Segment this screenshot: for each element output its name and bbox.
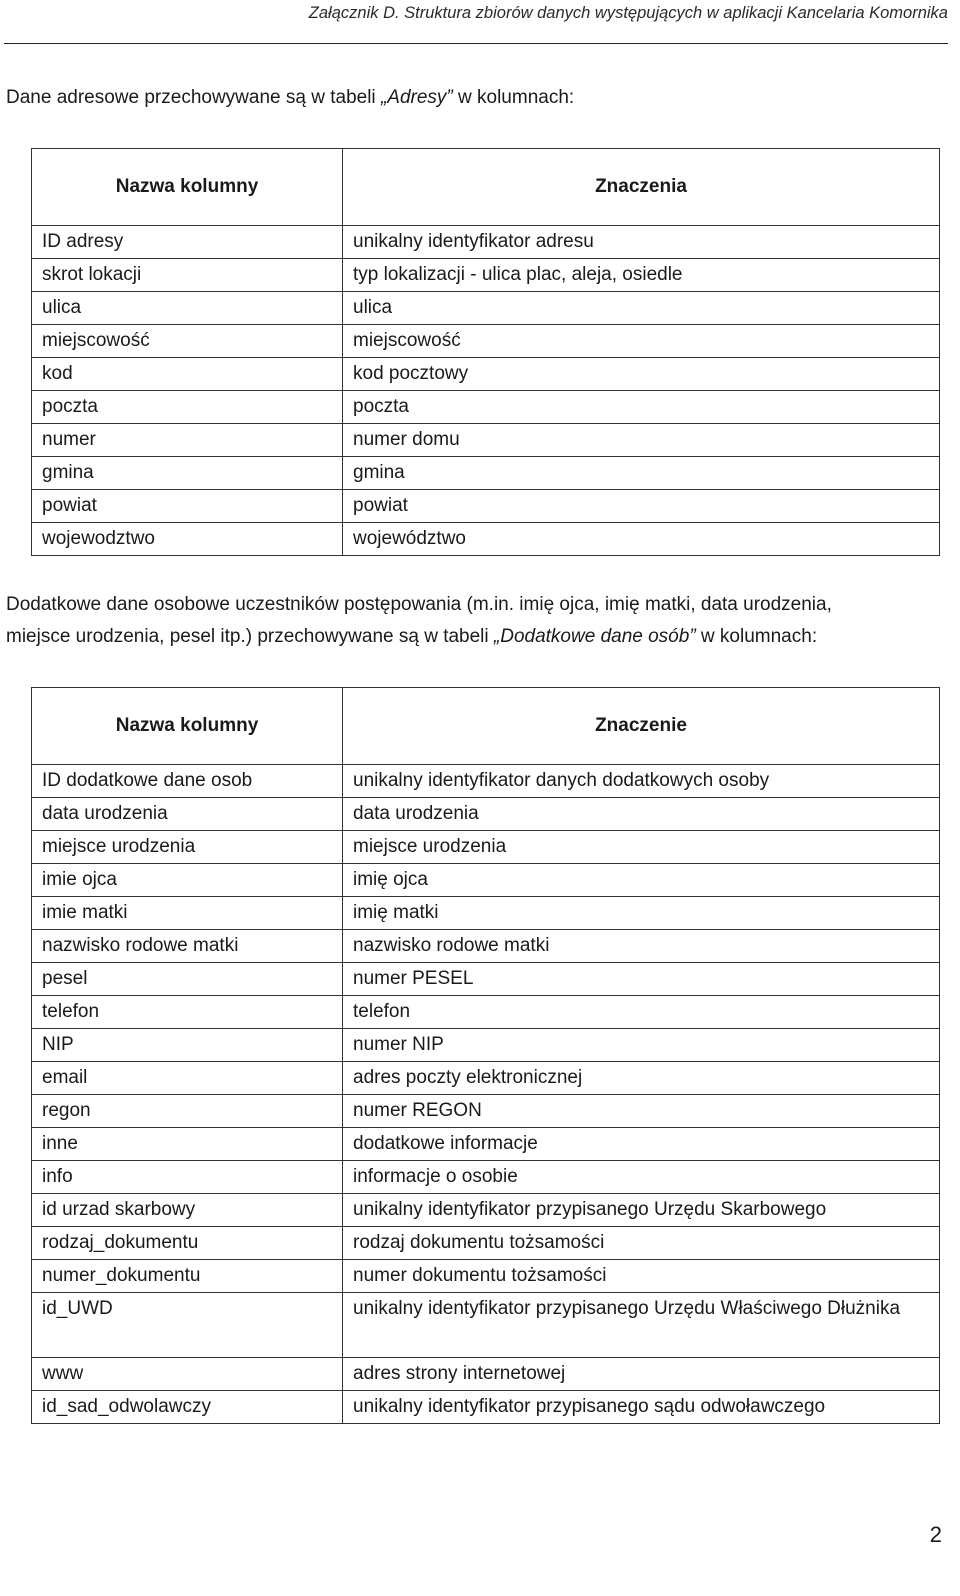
table-row xyxy=(32,1062,940,1095)
column-name-cell: pesel xyxy=(32,963,343,996)
column-meaning-cell: numer NIP xyxy=(343,1029,940,1062)
column-meaning-cell: nazwisko rodowe matki xyxy=(343,930,940,963)
table-row xyxy=(32,358,940,391)
table-row xyxy=(32,1260,940,1293)
column-meaning-cell: imię ojca xyxy=(343,864,940,897)
column-name-cell: skrot lokacji xyxy=(32,259,343,292)
table-row xyxy=(32,765,940,798)
column-meaning-cell: miejsce urodzenia xyxy=(343,831,940,864)
column-meaning-cell: powiat xyxy=(343,490,940,523)
intro-paragraph-addresses xyxy=(6,82,936,114)
column-meaning-cell: typ lokalizacji - ulica plac, aleja, osiedle xyxy=(343,259,940,292)
column-meaning-cell: poczta xyxy=(343,391,940,424)
column-header-name: Nazwa kolumny xyxy=(32,149,343,226)
table-row xyxy=(32,226,940,259)
column-name-cell: miejsce urodzenia xyxy=(32,831,343,864)
column-name-cell: regon xyxy=(32,1095,343,1128)
column-meaning-cell: data urodzenia xyxy=(343,798,940,831)
column-meaning-cell: unikalny identyfikator przypisanego Urzędu Skarbowego xyxy=(343,1194,940,1227)
column-name-cell: nazwisko rodowe matki xyxy=(32,930,343,963)
table-row xyxy=(32,996,940,1029)
table-row xyxy=(32,523,940,556)
column-meaning-cell: unikalny identyfikator przypisanego sądu odwoławczego xyxy=(343,1391,940,1424)
intro-line-2 xyxy=(6,621,936,653)
table-row xyxy=(32,424,940,457)
intro-text-end: w kolumnach: xyxy=(452,87,575,108)
table-row xyxy=(32,1391,940,1424)
column-meaning-cell: adres strony internetowej xyxy=(343,1358,940,1391)
intro-line-1: Dodatkowe dane osobowe uczestników postępowania (m.in. imię ojca, imię matki, data urodzenia, xyxy=(6,594,832,615)
table-row xyxy=(32,490,940,523)
page-header: Załącznik D. Struktura zbiorów danych występujących w aplikacji Kancelaria Komornika xyxy=(308,4,948,22)
column-header-meaning: Znaczenia xyxy=(343,149,940,226)
table-row xyxy=(32,1227,940,1260)
table-row xyxy=(32,1358,940,1391)
table-row xyxy=(32,1095,940,1128)
column-meaning-cell: adres poczty elektronicznej xyxy=(343,1062,940,1095)
table-name-adresy: „Adresy” xyxy=(380,87,453,108)
column-meaning-cell: numer PESEL xyxy=(343,963,940,996)
addresses-columns-table xyxy=(31,148,940,556)
column-meaning-cell: numer REGON xyxy=(343,1095,940,1128)
column-meaning-cell: imię matki xyxy=(343,897,940,930)
column-name-cell: gmina xyxy=(32,457,343,490)
column-header-meaning: Znaczenie xyxy=(343,688,940,765)
table-row xyxy=(32,325,940,358)
table-row xyxy=(32,897,940,930)
column-name-cell: info xyxy=(32,1161,343,1194)
table-row xyxy=(32,1293,940,1358)
column-name-cell: imie ojca xyxy=(32,864,343,897)
table-header-row xyxy=(32,688,940,765)
column-name-cell: inne xyxy=(32,1128,343,1161)
table-row xyxy=(32,457,940,490)
column-meaning-cell: unikalny identyfikator adresu xyxy=(343,226,940,259)
intro-line-2-end: w kolumnach: xyxy=(695,626,818,647)
column-name-cell: ID adresy xyxy=(32,226,343,259)
column-name-cell: id_UWD xyxy=(32,1293,343,1358)
table-row xyxy=(32,831,940,864)
column-meaning-cell: kod pocztowy xyxy=(343,358,940,391)
column-name-cell: rodzaj_dokumentu xyxy=(32,1227,343,1260)
table-row xyxy=(32,1194,940,1227)
column-name-cell: email xyxy=(32,1062,343,1095)
intro-line-2-text: miejsce urodzenia, pesel itp.) przechowywane są w tabeli xyxy=(6,626,494,647)
column-meaning-cell: ulica xyxy=(343,292,940,325)
page-number: 2 xyxy=(929,1522,942,1547)
column-meaning-cell: unikalny identyfikator danych dodatkowych osoby xyxy=(343,765,940,798)
column-name-cell: miejscowość xyxy=(32,325,343,358)
intro-paragraph-additional-data xyxy=(6,589,936,653)
column-name-cell: ID dodatkowe dane osob xyxy=(32,765,343,798)
table-row xyxy=(32,864,940,897)
column-name-cell: powiat xyxy=(32,490,343,523)
table-row xyxy=(32,292,940,325)
column-name-cell: id_sad_odwolawczy xyxy=(32,1391,343,1424)
column-name-cell: numer xyxy=(32,424,343,457)
table-row xyxy=(32,963,940,996)
column-meaning-cell: numer dokumentu tożsamości xyxy=(343,1260,940,1293)
column-name-cell: kod xyxy=(32,358,343,391)
column-name-cell: imie matki xyxy=(32,897,343,930)
intro-text: Dane adresowe przechowywane są w tabeli xyxy=(6,87,381,108)
column-name-cell: poczta xyxy=(32,391,343,424)
header-divider xyxy=(4,43,948,44)
column-name-cell: www xyxy=(32,1358,343,1391)
column-name-cell: id urzad skarbowy xyxy=(32,1194,343,1227)
table-row xyxy=(32,1128,940,1161)
column-meaning-cell: rodzaj dokumentu tożsamości xyxy=(343,1227,940,1260)
table-name-dodatkowe: „Dodatkowe dane osób” xyxy=(493,626,696,647)
column-meaning-cell: unikalny identyfikator przypisanego Urzędu Właściwego Dłużnika xyxy=(343,1293,940,1358)
column-meaning-cell: dodatkowe informacje xyxy=(343,1128,940,1161)
column-meaning-cell: gmina xyxy=(343,457,940,490)
column-name-cell: NIP xyxy=(32,1029,343,1062)
additional-person-data-table xyxy=(31,687,940,1424)
column-meaning-cell: telefon xyxy=(343,996,940,1029)
column-name-cell: telefon xyxy=(32,996,343,1029)
column-name-cell: ulica xyxy=(32,292,343,325)
column-header-name: Nazwa kolumny xyxy=(32,688,343,765)
column-meaning-cell: miejscowość xyxy=(343,325,940,358)
table-row xyxy=(32,1161,940,1194)
table-header-row xyxy=(32,149,940,226)
column-meaning-cell: województwo xyxy=(343,523,940,556)
table-row xyxy=(32,259,940,292)
column-name-cell: data urodzenia xyxy=(32,798,343,831)
table-row xyxy=(32,1029,940,1062)
column-meaning-cell: informacje o osobie xyxy=(343,1161,940,1194)
table-row xyxy=(32,391,940,424)
table-row xyxy=(32,930,940,963)
table-row xyxy=(32,798,940,831)
column-meaning-cell: numer domu xyxy=(343,424,940,457)
column-name-cell: wojewodztwo xyxy=(32,523,343,556)
column-name-cell: numer_dokumentu xyxy=(32,1260,343,1293)
